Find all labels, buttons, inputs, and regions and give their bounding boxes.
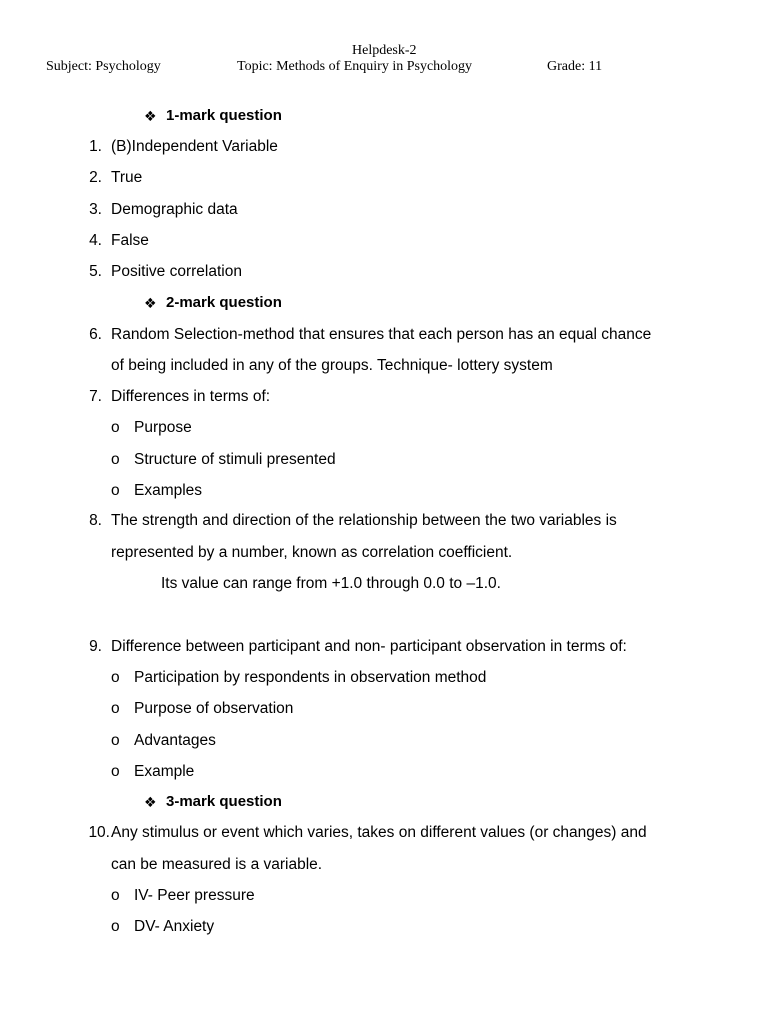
answer-5: Positive correlation bbox=[111, 263, 242, 280]
item-number: 4. bbox=[89, 232, 102, 249]
list-item: Advantages bbox=[134, 732, 216, 749]
answer-8-line-1: The strength and direction of the relationship between the two variables is bbox=[111, 512, 617, 529]
topic-label: Topic: Methods of Enquiry in Psychology bbox=[237, 59, 473, 74]
list-item: Purpose bbox=[134, 419, 192, 436]
answer-6-line-1: Random Selection-method that ensures that each person has an equal chance bbox=[111, 326, 652, 343]
list-item: Purpose of observation bbox=[134, 700, 294, 717]
hollow-circle-icon: o bbox=[111, 700, 120, 717]
list-item: Participation by respondents in observation method bbox=[134, 669, 487, 686]
hollow-circle-icon: o bbox=[111, 918, 120, 935]
item-number: 10. bbox=[88, 824, 110, 841]
answer-6-line-2: of being included in any of the groups. Technique- lottery system bbox=[111, 357, 553, 374]
document-title: Helpdesk-2 bbox=[352, 43, 417, 58]
answer-3: Demographic data bbox=[111, 201, 238, 218]
answer-10-line-2: can be measured is a variable. bbox=[111, 856, 323, 873]
item-number: 6. bbox=[89, 326, 102, 343]
answer-1: (B)Independent Variable bbox=[111, 138, 278, 155]
item-number: 9. bbox=[89, 638, 102, 655]
item-number: 3. bbox=[89, 201, 102, 218]
diamond-star-icon: ❖ bbox=[144, 295, 157, 311]
answer-2: True bbox=[111, 169, 143, 186]
item-number: 8. bbox=[89, 512, 102, 529]
answer-8-line-3: Its value can range from +1.0 through 0.0 to –1.0. bbox=[161, 575, 501, 592]
hollow-circle-icon: o bbox=[111, 887, 120, 904]
section-heading-2-mark: 2-mark question bbox=[166, 294, 282, 311]
answer-9: Difference between participant and non- participant observation in terms of: bbox=[111, 638, 627, 655]
list-item: IV- Peer pressure bbox=[134, 887, 255, 904]
item-number: 7. bbox=[89, 388, 102, 405]
subject-label: Subject: Psychology bbox=[46, 59, 161, 74]
diamond-star-icon: ❖ bbox=[144, 108, 157, 124]
item-number: 1. bbox=[89, 138, 102, 155]
item-number: 2. bbox=[89, 169, 102, 186]
hollow-circle-icon: o bbox=[111, 763, 120, 780]
list-item: Example bbox=[134, 763, 195, 780]
answer-4: False bbox=[111, 232, 149, 249]
list-item: Examples bbox=[134, 482, 203, 499]
section-heading-3-mark: 3-mark question bbox=[166, 793, 282, 810]
hollow-circle-icon: o bbox=[111, 482, 120, 499]
diamond-star-icon: ❖ bbox=[144, 794, 157, 810]
list-item: DV- Anxiety bbox=[134, 918, 215, 935]
grade-label: Grade: 11 bbox=[547, 59, 603, 74]
hollow-circle-icon: o bbox=[111, 451, 120, 468]
answer-7: Differences in terms of: bbox=[111, 388, 271, 405]
hollow-circle-icon: o bbox=[111, 419, 120, 436]
answer-8-line-2: represented by a number, known as correlation coefficient. bbox=[111, 544, 513, 561]
hollow-circle-icon: o bbox=[111, 669, 120, 686]
section-heading-1-mark: 1-mark question bbox=[166, 107, 282, 124]
hollow-circle-icon: o bbox=[111, 732, 120, 749]
answer-10-line-1: Any stimulus or event which varies, takes on different values (or changes) and bbox=[111, 824, 647, 841]
item-number: 5. bbox=[89, 263, 102, 280]
list-item: Structure of stimuli presented bbox=[134, 451, 336, 468]
